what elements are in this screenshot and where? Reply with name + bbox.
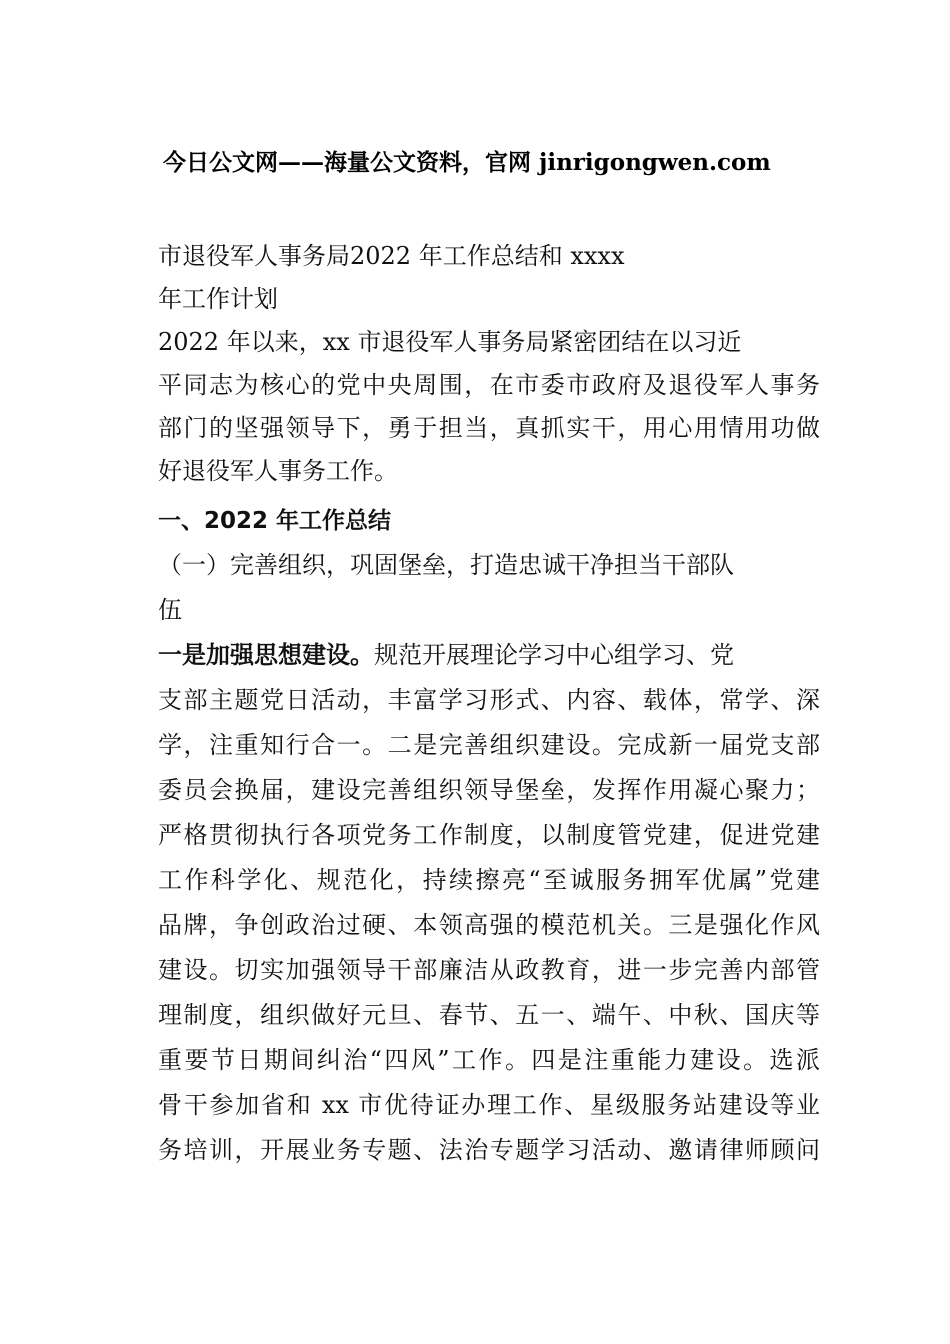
paragraph-1-line-2: 支部主题党日活动，丰富学习形式、内容、载体，常学、深 xyxy=(158,686,820,714)
document-title-line-2: 年工作计划 xyxy=(158,285,278,313)
paragraph-1-line-11: 骨干参加省和 xx 市优待证办理工作、星级服务站建设等业 xyxy=(158,1091,820,1119)
paragraph-1-lead: 一是加强思想建设。 xyxy=(158,640,374,669)
subsection-heading-line-1: （一）完善组织，巩固堡垒，打造忠诚干净担当干部队 xyxy=(158,551,734,579)
paragraph-1-line-10: 重要节日期间纠治“四风”工作。四是注重能力建设。选派 xyxy=(158,1046,820,1074)
subsection-heading-line-2: 伍 xyxy=(158,596,182,624)
paragraph-1-line-7: 品牌，争创政治过硬、本领高强的模范机关。三是强化作风 xyxy=(158,911,820,939)
intro-line-4: 好退役军人事务工作。 xyxy=(158,457,398,485)
intro-line-2: 平同志为核心的党中央周围，在市委市政府及退役军人事务 xyxy=(158,371,820,399)
paragraph-1-line-4: 委员会换届，建设完善组织领导堡垒，发挥作用凝心聚力； xyxy=(158,776,820,804)
paragraph-1-line-5: 严格贯彻执行各项党务工作制度，以制度管党建，促进党建 xyxy=(158,821,820,849)
paragraph-1-line-9: 理制度，组织做好元旦、春节、五一、端午、中秋、国庆等 xyxy=(158,1001,820,1029)
site-banner: 今日公文网——海量公文资料，官网 jinrigongwen.com xyxy=(163,149,771,176)
paragraph-1-line-3: 学，注重知行合一。二是完善组织建设。完成新一届党支部 xyxy=(158,731,820,759)
paragraph-1-first-text: 规范开展理论学习中心组学习、党 xyxy=(374,641,734,669)
section-heading-work-summary: 一、2022 年工作总结 xyxy=(158,508,392,534)
intro-line-3: 部门的坚强领导下，勇于担当，真抓实干，用心用情用功做 xyxy=(158,414,820,442)
paragraph-1-line-6: 工作科学化、规范化，持续擦亮“至诚服务拥军优属”党建 xyxy=(158,866,820,894)
intro-line-1: 2022 年以来，xx 市退役军人事务局紧密团结在以习近 xyxy=(158,328,742,356)
paragraph-1-line-1 xyxy=(158,635,734,675)
document-title-line-1: 市退役军人事务局2022 年工作总结和 xxxx xyxy=(158,242,625,270)
paragraph-1-line-8: 建设。切实加强领导干部廉洁从政教育，进一步完善内部管 xyxy=(158,956,820,984)
paragraph-1-line-12: 务培训，开展业务专题、法治专题学习活动、邀请律师顾问 xyxy=(158,1136,820,1164)
